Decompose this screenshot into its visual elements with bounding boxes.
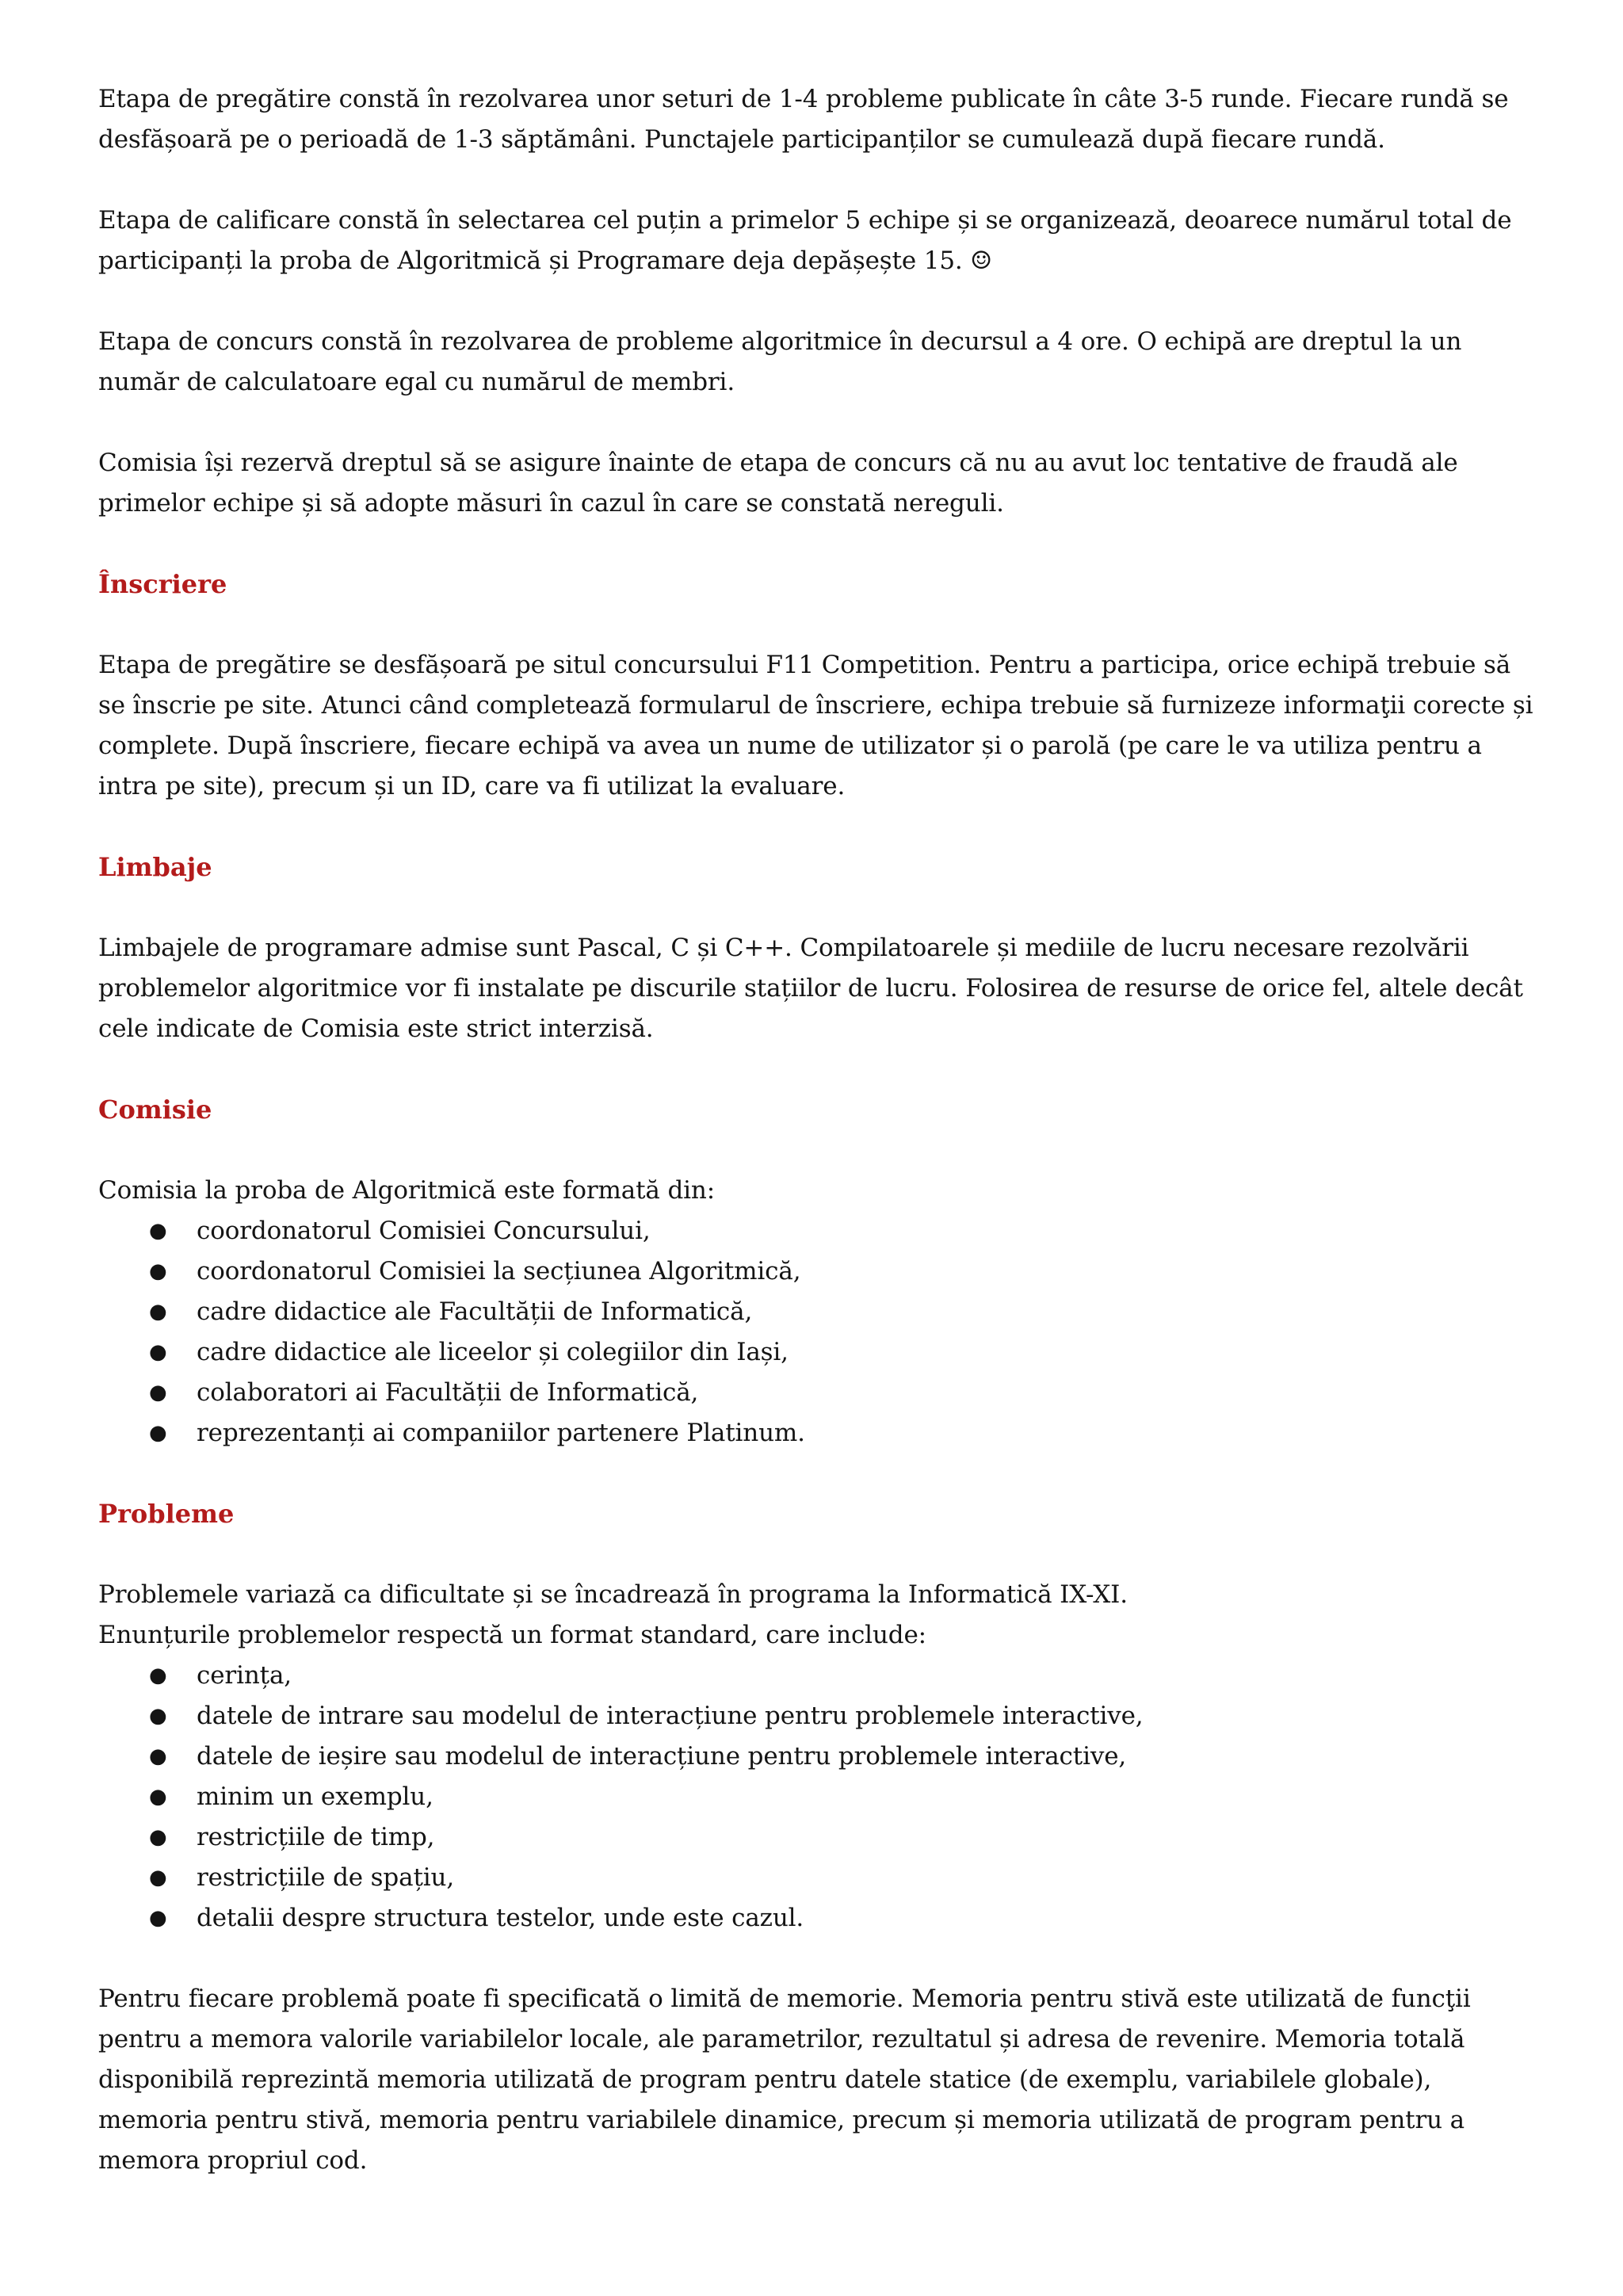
list-item bbox=[98, 1656, 1541, 1696]
bullet-icon: ● bbox=[149, 1866, 167, 1889]
list-item-text: cadre didactice ale liceelor și colegiilor din Iași, bbox=[197, 1338, 789, 1366]
heading-limbaje: Limbaje bbox=[98, 852, 212, 882]
list-item bbox=[98, 1292, 1541, 1332]
heading-comisie: Comisie bbox=[98, 1095, 212, 1125]
bullet-icon: ● bbox=[149, 1785, 167, 1809]
paragraph-comisia-drept: Comisia își rezervă dreptul să se asigure înainte de etapa de concurs că nu au avut loc tentative de fraudă ale primelor echipe și să adopte măsuri în cazul în care se constată nereguli. bbox=[98, 449, 1458, 518]
list-item bbox=[98, 1413, 1541, 1454]
paragraph-etapa-calificare: Etapa de calificare constă în selectarea cel puțin a primelor 5 echipe și se organizează, deoarece numărul total de participanți la proba de Algoritmică și Programare deja depășește 15. ☺ bbox=[98, 206, 1512, 275]
paragraph-limbaje: Limbajele de programare admise sunt Pascal, C și C++. Compilatoarele și mediile de lucru necesare rezolvării problemelor algoritmice vor fi instalate pe discurile stațiilor de lucru. Folosirea de resurse de orice fel, altele decât cele indicate de Comisia este strict interzisă. bbox=[98, 934, 1523, 1043]
bullet-icon: ● bbox=[149, 1704, 167, 1728]
bullet-icon: ● bbox=[149, 1259, 167, 1283]
list-item-text: datele de intrare sau modelul de interacțiune pentru problemele interactive, bbox=[197, 1702, 1144, 1730]
list-item bbox=[98, 1736, 1541, 1777]
list-item bbox=[98, 1373, 1541, 1413]
list-item-text: datele de ieșire sau modelul de interacțiune pentru problemele interactive, bbox=[197, 1742, 1127, 1771]
paragraph-probleme-format: Enunțurile problemelor respectă un format standard, care include: bbox=[98, 1621, 926, 1649]
list-item bbox=[98, 1898, 1541, 1939]
list-item-text: coordonatorul Comisiei la secțiunea Algoritmică, bbox=[197, 1257, 801, 1286]
paragraph-inscriere: Etapa de pregătire se desfășoară pe situl concursului F11 Competition. Pentru a participa, orice echipă trebuie să se înscrie pe site. Atunci când completează formularul de înscriere, echipa trebuie să furnizeze informaţii corecte și complete. După înscriere, fiecare echipă va avea un nume de utilizator și o parolă (pe care le va utiliza pentru a intra pe site), precum și un ID, care va fi utilizat la evaluare. bbox=[98, 651, 1533, 800]
bullet-icon: ● bbox=[149, 1906, 167, 1930]
bullet-icon: ● bbox=[149, 1664, 167, 1687]
paragraph-comisie-intro: Comisia la proba de Algoritmică este formată din: bbox=[98, 1176, 716, 1205]
heading-inscriere: Înscriere bbox=[98, 569, 227, 599]
list-item-text: minim un exemplu, bbox=[197, 1782, 433, 1811]
list-item-text: coordonatorul Comisiei Concursului, bbox=[197, 1217, 651, 1245]
list-item bbox=[98, 1777, 1541, 1817]
bullet-icon: ● bbox=[149, 1340, 167, 1364]
list-item-text: restricțiile de spațiu, bbox=[197, 1863, 455, 1892]
list-item bbox=[98, 1211, 1541, 1251]
bullet-icon: ● bbox=[149, 1825, 167, 1849]
list-item-text: cadre didactice ale Facultății de Informatică, bbox=[197, 1297, 753, 1326]
list-item bbox=[98, 1696, 1541, 1736]
paragraph-etapa-concurs: Etapa de concurs constă în rezolvarea de probleme algoritmice în decursul a 4 ore. O echipă are dreptul la un număr de calculatoare egal cu numărul de membri. bbox=[98, 327, 1462, 396]
document-page bbox=[98, 79, 1541, 2181]
list-item-text: reprezentanți ai companiilor partenere Platinum. bbox=[197, 1419, 805, 1447]
paragraph-etapa-pregatire: Etapa de pregătire constă în rezolvarea unor seturi de 1-4 probleme publicate în câte 3-5 runde. Fiecare rundă se desfășoară pe o perioadă de 1-3 săptămâni. Punctajele participanților se cumulează după fiecare rundă. bbox=[98, 85, 1509, 154]
bullet-icon: ● bbox=[149, 1381, 167, 1404]
probleme-list bbox=[98, 1656, 1541, 1939]
heading-probleme: Probleme bbox=[98, 1499, 235, 1529]
list-item bbox=[98, 1817, 1541, 1858]
list-item bbox=[98, 1858, 1541, 1898]
comisie-list bbox=[98, 1211, 1541, 1454]
paragraph-memorie: Pentru fiecare problemă poate fi specificată o limită de memorie. Memoria pentru stivă este utilizată de funcţii pentru a memora valorile variabilelor locale, ale parametrilor, rezultatul și adresa de revenire. Memoria totală disponibilă reprezintă memoria utilizată de program pentru datele statice (de exemplu, variabilele globale), memoria pentru stivă, memoria pentru variabilele dinamice, precum și memoria utilizată de program pentru a memora propriul cod. bbox=[98, 1985, 1471, 2175]
list-item bbox=[98, 1251, 1541, 1292]
bullet-icon: ● bbox=[149, 1300, 167, 1324]
bullet-icon: ● bbox=[149, 1219, 167, 1243]
list-item-text: restricțiile de timp, bbox=[197, 1823, 435, 1851]
paragraph-probleme-intro: Problemele variază ca dificultate și se încadrează în programa la Informatică IX-XI. bbox=[98, 1580, 1128, 1609]
bullet-icon: ● bbox=[149, 1421, 167, 1445]
list-item bbox=[98, 1332, 1541, 1373]
bullet-icon: ● bbox=[149, 1744, 167, 1768]
list-item-text: cerința, bbox=[197, 1661, 292, 1690]
list-item-text: detalii despre structura testelor, unde este cazul. bbox=[197, 1904, 804, 1932]
list-item-text: colaboratori ai Facultății de Informatică, bbox=[197, 1378, 699, 1407]
